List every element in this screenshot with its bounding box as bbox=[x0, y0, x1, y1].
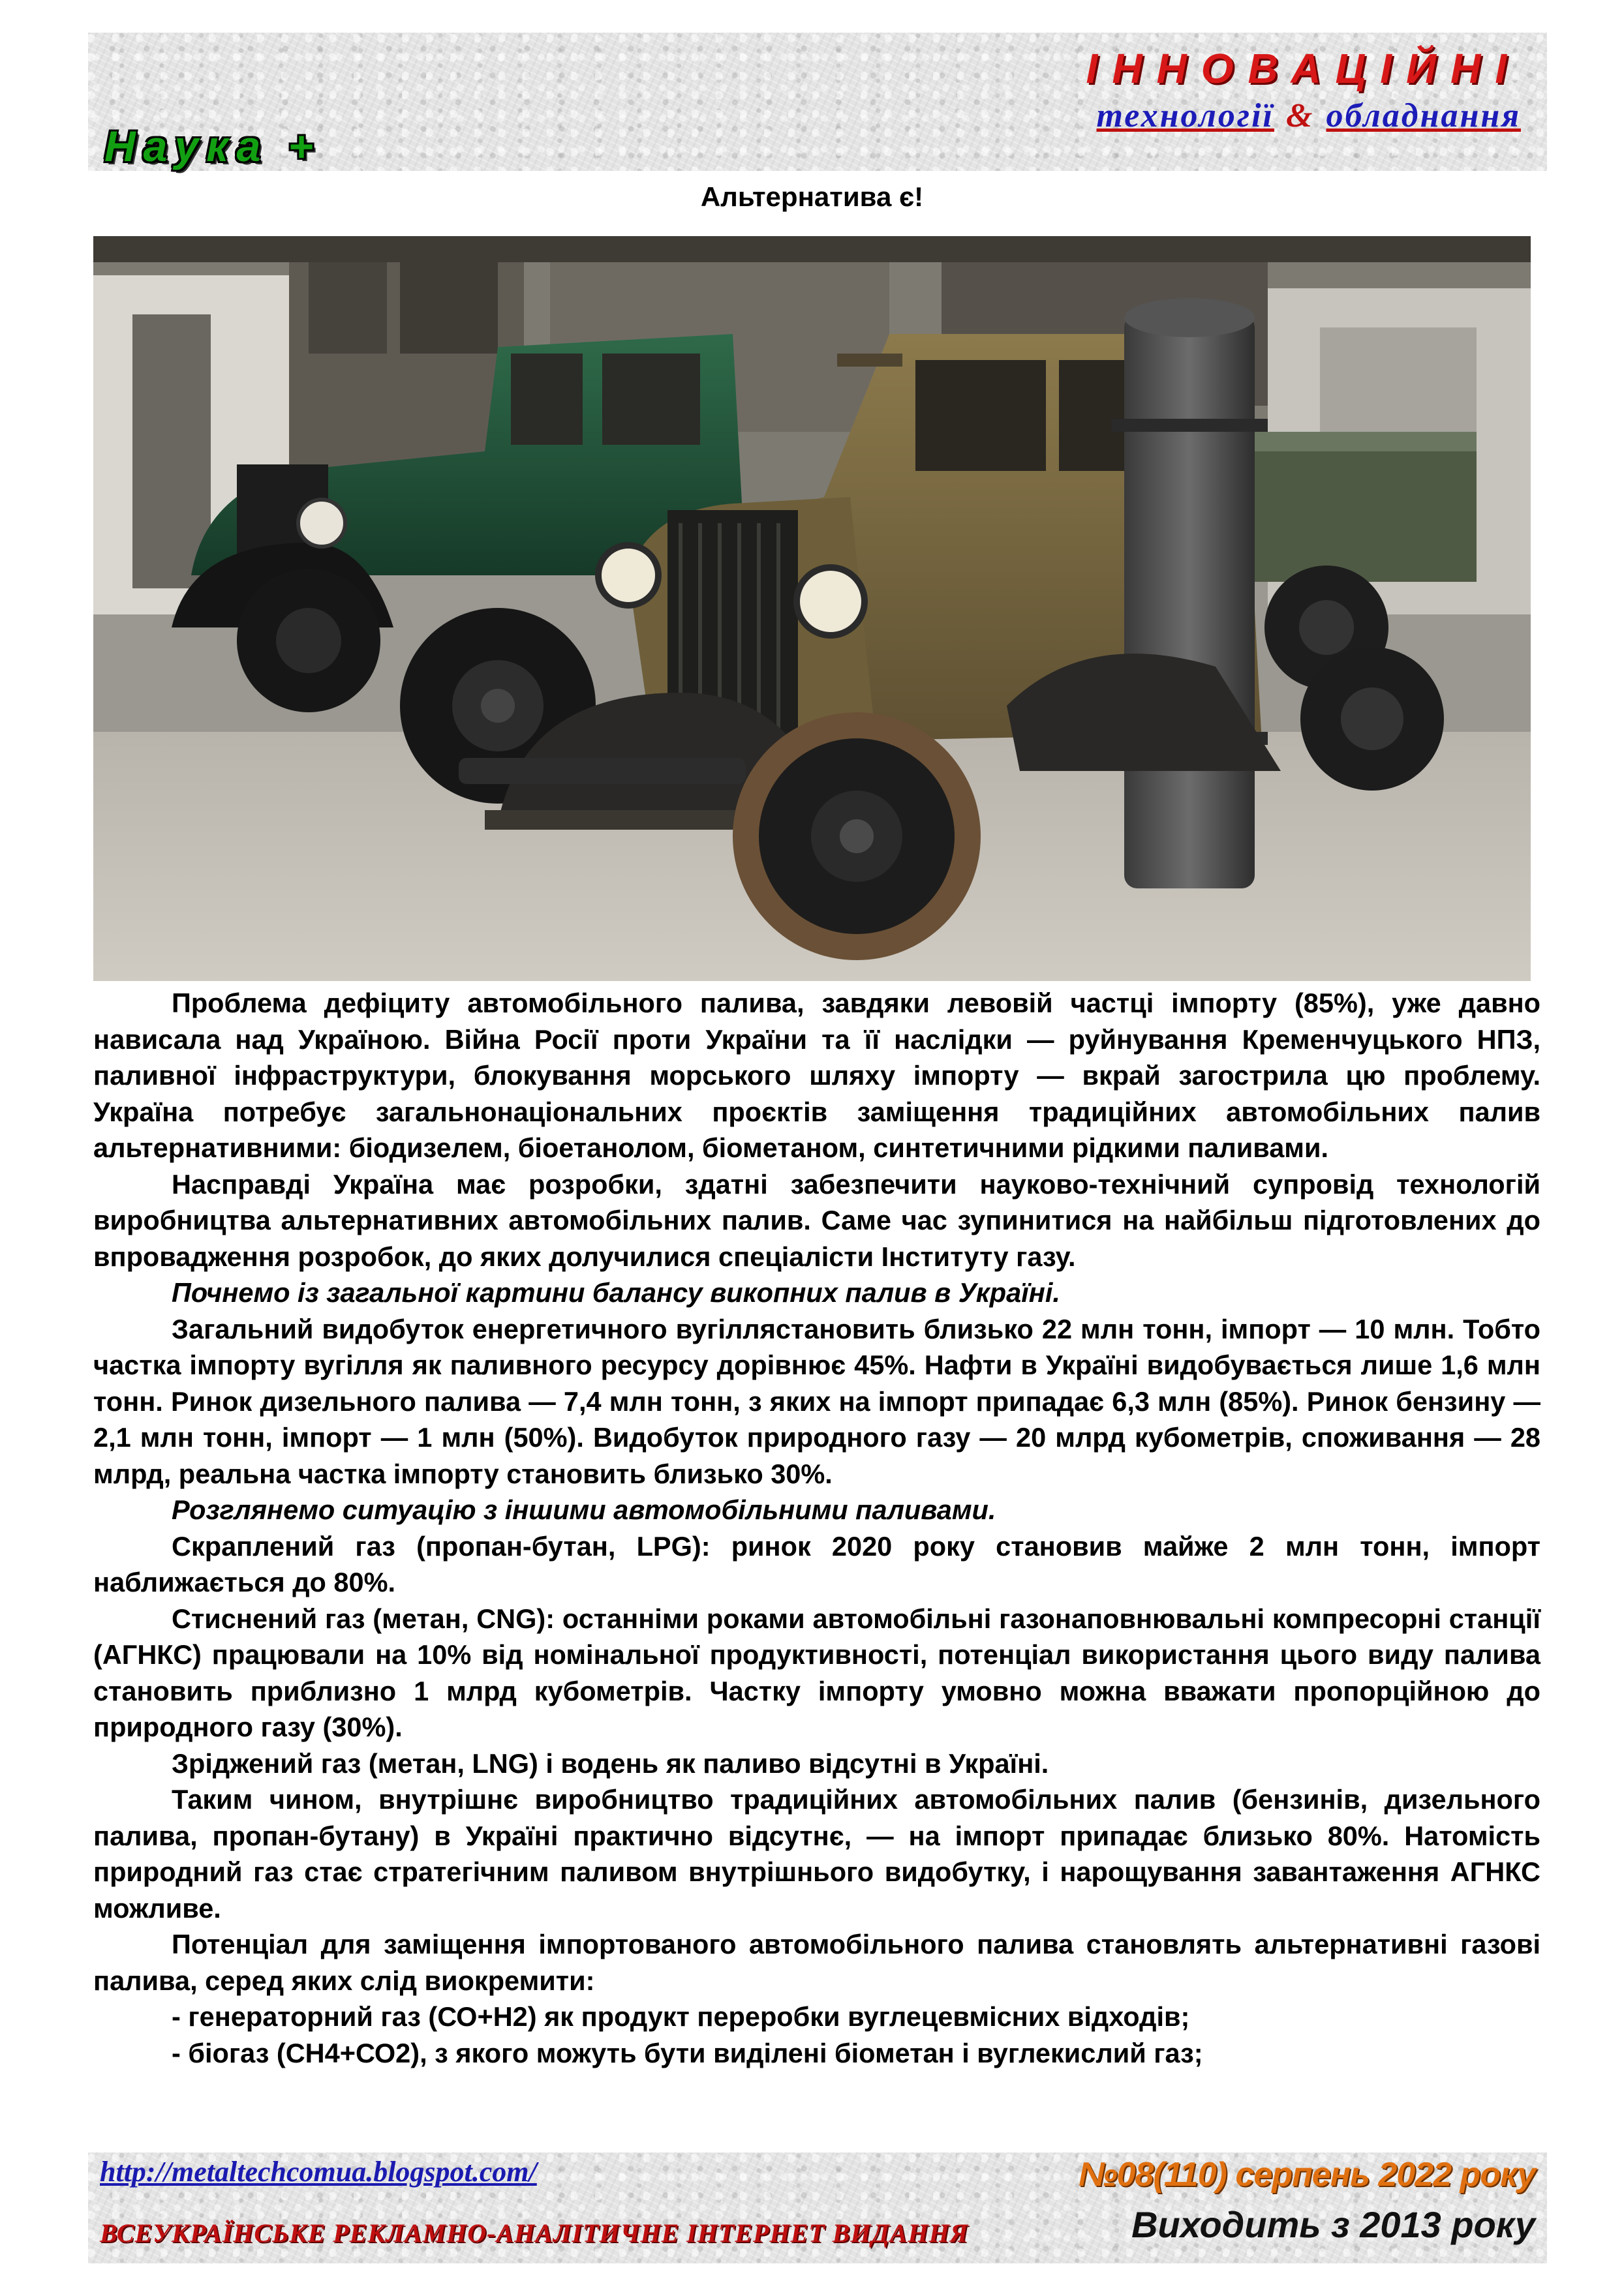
subtitle-technologies: технології bbox=[1096, 97, 1275, 134]
paragraph-cng: Стиснений газ (метан, CNG): останніми роками автомобільні газонаповнювальні компресорні станції (АГНКС) працювали на 10% від номінальної продуктивності, потенціал використання цього виду палива становить приблизно 1 млрд кубометрів. Частку імпорту умовно можна вважати пропорційною до природного газу (30%). bbox=[93, 1603, 1540, 1742]
published-since: Виходить з 2013 року bbox=[1131, 2204, 1535, 2245]
paragraph-fuel-deficit: Проблема дефіциту автомобільного палива, завдяки левовій частці імпорту (85%), уже давно нависала над Україною. Війна Росії проти України та її наслідки — руйнування Кременчуцького НПЗ, паливної інфраструктури, блокування морського шляху імпорту — вкрай загострила цю проблему. Україна потребує загальнонаціональних проєктів заміщення традиційних автомобільних палив альтернативними: біодизелем, біоетанолом, біометаном, синтетичними рідкими паливами. bbox=[93, 988, 1540, 1163]
magazine-title: ІННОВАЦІЙНІ bbox=[1086, 45, 1521, 92]
paragraph-conclusion: Таким чином, внутрішнє виробництво традиційних автомобільних палив (бензинів, дизельного палива, пропан-бутану) в Україні практично відсутнє, — на імпорт припадає близько 80%. Натомість природний газ стає стратегічним паливом внутрішнього видобутку, і нарощування завантаження АГНКС можливе. bbox=[93, 1784, 1540, 1924]
list-item-biogas: - біогаз (СН4+СО2), з якого можуть бути виділені біометан і вуглекислий газ; bbox=[172, 2037, 1203, 2068]
footer-banner bbox=[88, 2152, 1547, 2263]
section-label: Наука + bbox=[104, 122, 322, 170]
paragraph-ukraine-developments: Насправді Україна має розробки, здатні забезпечити науково-технічний супровід технологій виробництва альтернативних автомобільних палив. Саме час зупинитися на найбільш підготовлених до впровадження розробок, до яких долучилися спеціалісти Інституту газу. bbox=[93, 1168, 1540, 1272]
paragraph-lpg: Скраплений газ (пропан-бутан, LPG): ринок 2020 року становив майже 2 млн тонн, імпорт наближається до 80%. bbox=[93, 1530, 1540, 1597]
vintage-trucks-illustration bbox=[93, 236, 1531, 981]
paragraph-other-fuels-intro: Розглянемо ситуацію з іншими автомобільними паливами. bbox=[172, 1494, 996, 1525]
paragraph-alternative-potential: Потенціал для заміщення імпортованого автомобільного палива становлять альтернативні газові палива, серед яких слід виокремити: bbox=[93, 1929, 1540, 1996]
paragraph-balance-intro: Почнемо із загальної картини балансу викопних палив в Україні. bbox=[172, 1277, 1060, 1308]
article-title: Альтернатива є! bbox=[700, 181, 924, 212]
article-photo bbox=[93, 236, 1531, 981]
blog-link[interactable]: http://metaltechcomua.blogspot.com/ bbox=[100, 2156, 537, 2188]
issue-number: №08(110) серпень 2022 року bbox=[1079, 2156, 1535, 2194]
list-item-generator-gas: - генераторний газ (СО+Н2) як продукт переробки вуглецевмісних відходів; bbox=[172, 2001, 1190, 2032]
paragraph-fossil-balance: Загальний видобуток енергетичного вугіллястановить близько 22 млн тонн, імпорт — 10 млн. Тобто частка імпорту вугілля як паливного ресурсу дорівнює 45%. Нафти в Україні видобувається лише 1,6 млн тонн. Ринок дизельного палива — 7,4 млн тонн, з яких на імпорт припадає 6,3 млн (85%). Ринок бензину — 2,1 млн тонн, імпорт — 1 млн (50%). Видобуток природного газу — 20 млрд кубометрів, споживання — 28 млрд, реальна частка імпорту становить близько 30%. bbox=[93, 1313, 1540, 1489]
publication-tagline: ВСЕУКРАЇНСЬКЕ РЕКЛАМНО-АНАЛІТИЧНЕ ІНТЕРНЕТ ВИДАННЯ bbox=[100, 2218, 969, 2248]
article-body bbox=[93, 985, 1540, 2071]
subtitle-equipment: обладнання bbox=[1326, 97, 1521, 134]
paragraph-lng-hydrogen: Зріджений газ (метан, LNG) і водень як паливо відсутні в Україні. bbox=[172, 1747, 1049, 1779]
magazine-subtitle bbox=[1097, 97, 1522, 135]
subtitle-ampersand: & bbox=[1286, 97, 1315, 134]
